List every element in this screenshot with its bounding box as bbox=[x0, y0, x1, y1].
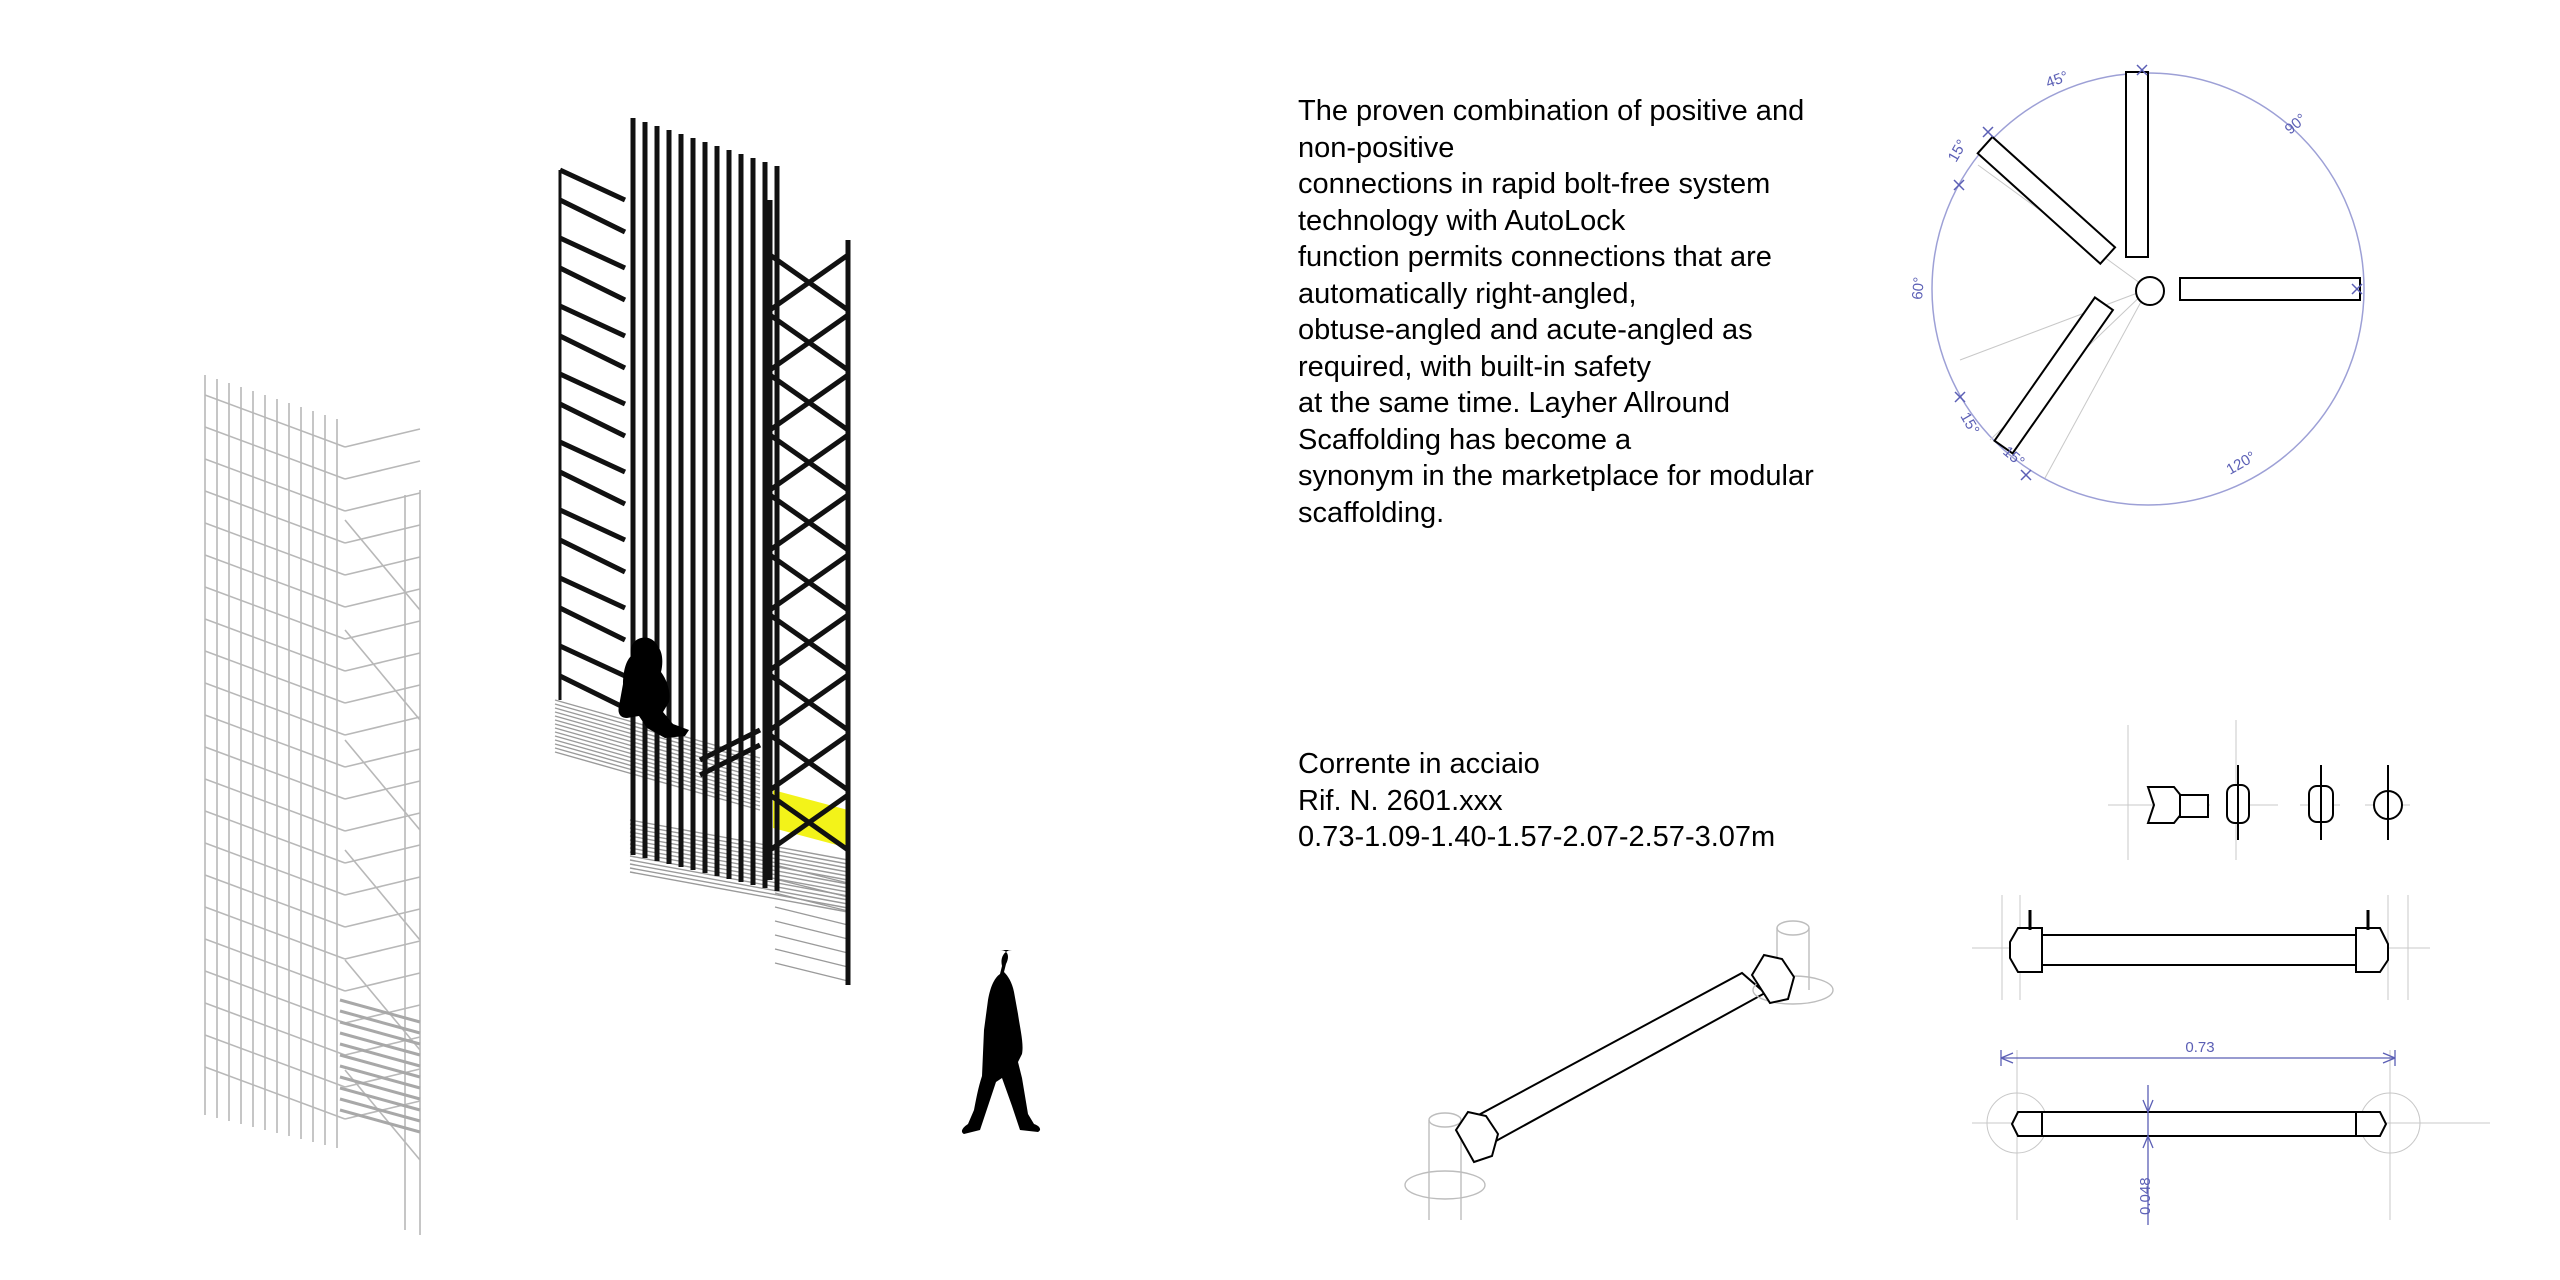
diameter-dimension-label: 0.048 bbox=[2137, 1177, 2154, 1215]
component-spec bbox=[1298, 746, 1775, 856]
angle-label: 120° bbox=[2223, 448, 2259, 479]
angle-label: 45° bbox=[2043, 68, 2071, 92]
angle-label: 90° bbox=[2281, 110, 2310, 139]
angle-label: 15° bbox=[1944, 136, 1971, 165]
component-name: Corrente in acciaio bbox=[1298, 748, 1540, 780]
angle-label: 15° bbox=[1999, 443, 2028, 471]
description-text bbox=[1298, 93, 1814, 531]
description-line: scaffolding. bbox=[1298, 496, 1445, 529]
coupler-profiles bbox=[2108, 720, 2410, 860]
description-line: Scaffolding has become a bbox=[1298, 423, 1632, 456]
ledger-plan-view bbox=[1972, 1039, 2490, 1225]
description-line: technology with AutoLock bbox=[1298, 204, 1626, 237]
description-line: The proven combination of positive and bbox=[1298, 95, 1805, 127]
description-line: obtuse-angled and acute-angled as bbox=[1298, 314, 1753, 346]
description-line: function permits connections that are bbox=[1298, 241, 1772, 273]
angle-label: 15° bbox=[1956, 409, 1983, 438]
ledger-side-elevation bbox=[1972, 895, 2430, 1000]
description-line: connections in rapid bolt-free system bbox=[1298, 168, 1771, 200]
component-reference: Rif. N. 2601.xxx bbox=[1298, 784, 1503, 817]
description-line: automatically right-angled, bbox=[1298, 277, 1637, 310]
component-lengths: 0.73-1.09-1.40-1.57-2.07-2.57-3.07m bbox=[1298, 821, 1776, 853]
description-line: non-positive bbox=[1298, 131, 1455, 164]
angle-label: 60° bbox=[1909, 276, 1928, 301]
description-line: required, with built-in safety bbox=[1298, 350, 1651, 383]
description-line: at the same time. Layher Allround bbox=[1298, 387, 1731, 419]
description-line: synonym in the marketplace for modular bbox=[1298, 460, 1814, 492]
isometric-ledger bbox=[1405, 921, 1833, 1220]
length-dimension-label: 0.73 bbox=[2185, 1039, 2215, 1056]
